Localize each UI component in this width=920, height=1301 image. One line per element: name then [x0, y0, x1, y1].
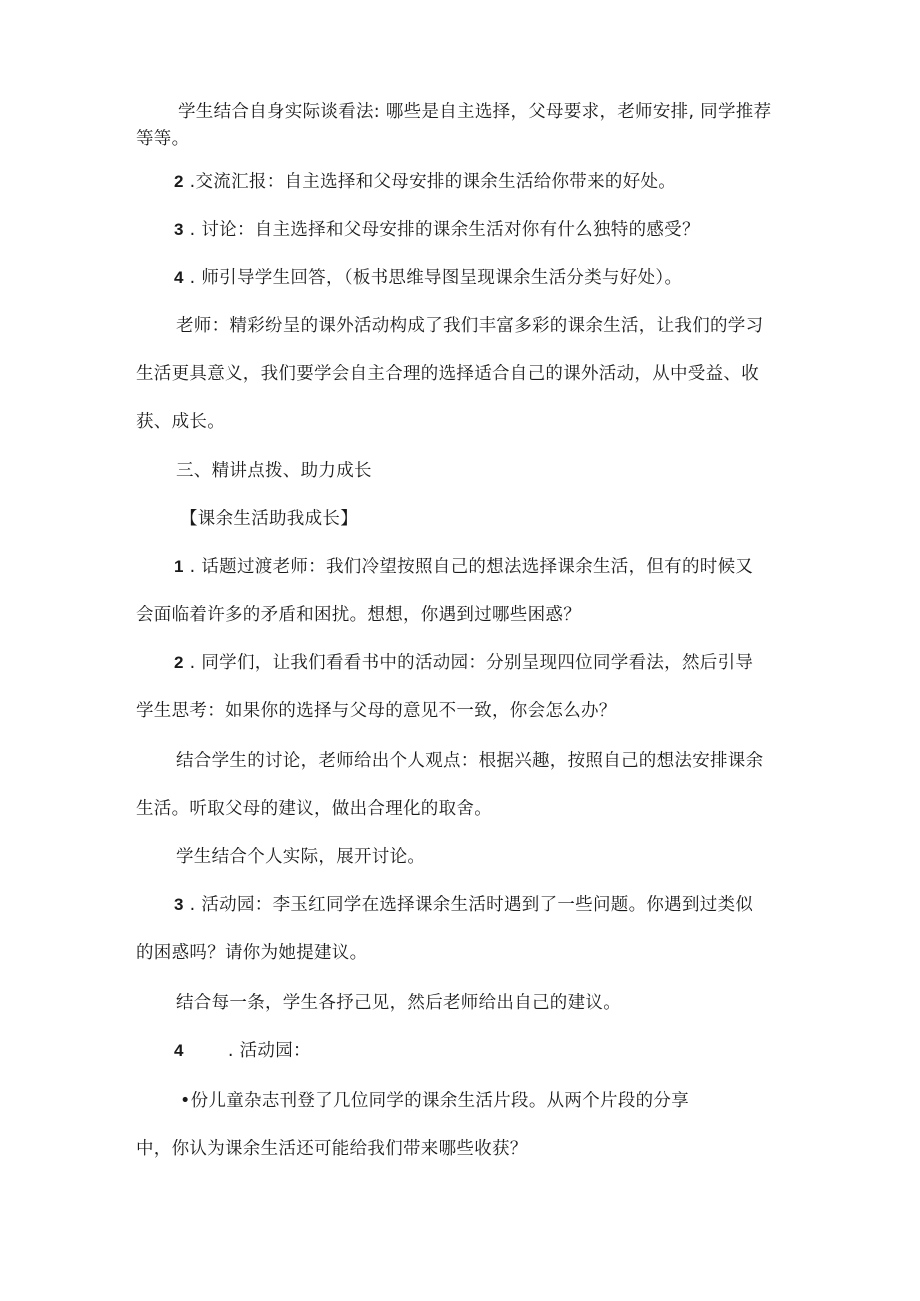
paragraph-line: 会面临着许多的矛盾和困扰。想想，你遇到过哪些困惑？: [136, 605, 581, 625]
paragraph-line: 获、成长。: [136, 412, 225, 432]
paragraph-line: 中，你认为课余生活还可能给我们带来哪些收获？: [136, 1139, 528, 1159]
list-item-4: [174, 266, 682, 290]
list-text: . 师引导学生回答，（板书思维导图呈现课余生活分类与好处）。: [189, 268, 683, 288]
list-text: . 讨论：自主选择和父母安排的课余生活对你有什么独特的感受？: [189, 220, 700, 240]
list-number: 3: [174, 220, 184, 239]
list-number: 4: [174, 1041, 184, 1060]
list-number: 1: [174, 557, 184, 576]
list-text: . 活动园：李玉红同学在选择课余生活时遇到了一些问题。你遇到过类似: [189, 895, 754, 915]
list-number: 2: [174, 172, 184, 191]
paragraph-line: 结合学生的讨论，老师给出个人观点：根据兴趣，按照自己的想法安排课余: [176, 751, 764, 771]
paragraph-line: 学生结合个人实际，展开讨论。: [176, 847, 426, 867]
paragraph-line: 的困惑吗？请你为她提建议。: [136, 943, 368, 963]
list-number: 2: [174, 653, 184, 672]
list-text: . 同学们，让我们看看书中的活动园：分别呈现四位同学看法，然后引导: [189, 653, 754, 673]
paragraph-line: 等等。: [136, 129, 190, 149]
list-text: . 话题过渡老师：我们冷望按照自己的想法选择课余生活，但有的时候又: [189, 557, 754, 577]
section-heading: 三、精讲点拨、助力成长: [176, 461, 372, 481]
list-text: . 活动园：: [227, 1041, 311, 1061]
list-text: .交流汇报：自主选择和父母安排的课余生活给你带来的好处。: [189, 172, 677, 192]
list-item-s3: [174, 893, 753, 917]
paragraph-line: 老师：精彩纷呈的课外活动构成了我们丰富多彩的课余生活，让我们的学习: [176, 316, 764, 336]
list-item-s4: [174, 1039, 311, 1063]
subsection-heading: 【课余生活助我成长】: [180, 509, 358, 529]
list-number: 3: [174, 895, 184, 914]
paragraph-line: 生活。听取父母的建议，做出合理化的取舍。: [136, 799, 492, 819]
paragraph-line: 生活更具意义，我们要学会自主合理的选择适合自己的课外活动，从中受益、收: [136, 364, 759, 384]
list-item-s1: [174, 555, 753, 579]
bullet-line: •份儿童杂志刊登了几位同学的课余生活片段。从两个片段的分享: [180, 1091, 690, 1111]
paragraph-line: 学生结合自身实际谈看法: 哪些是自主选择，父母要求，老师安排, 同学推荐: [178, 102, 772, 122]
paragraph-line: 结合每一条，学生各抒己见，然后老师给出自己的建议。: [176, 993, 621, 1013]
list-item-s2: [174, 651, 753, 675]
list-item-2: [174, 170, 676, 194]
paragraph-line: 学生思考：如果你的选择与父母的意见不一致，你会怎么办？: [136, 701, 617, 721]
list-number: 4: [174, 268, 184, 287]
list-item-3: [174, 218, 700, 242]
